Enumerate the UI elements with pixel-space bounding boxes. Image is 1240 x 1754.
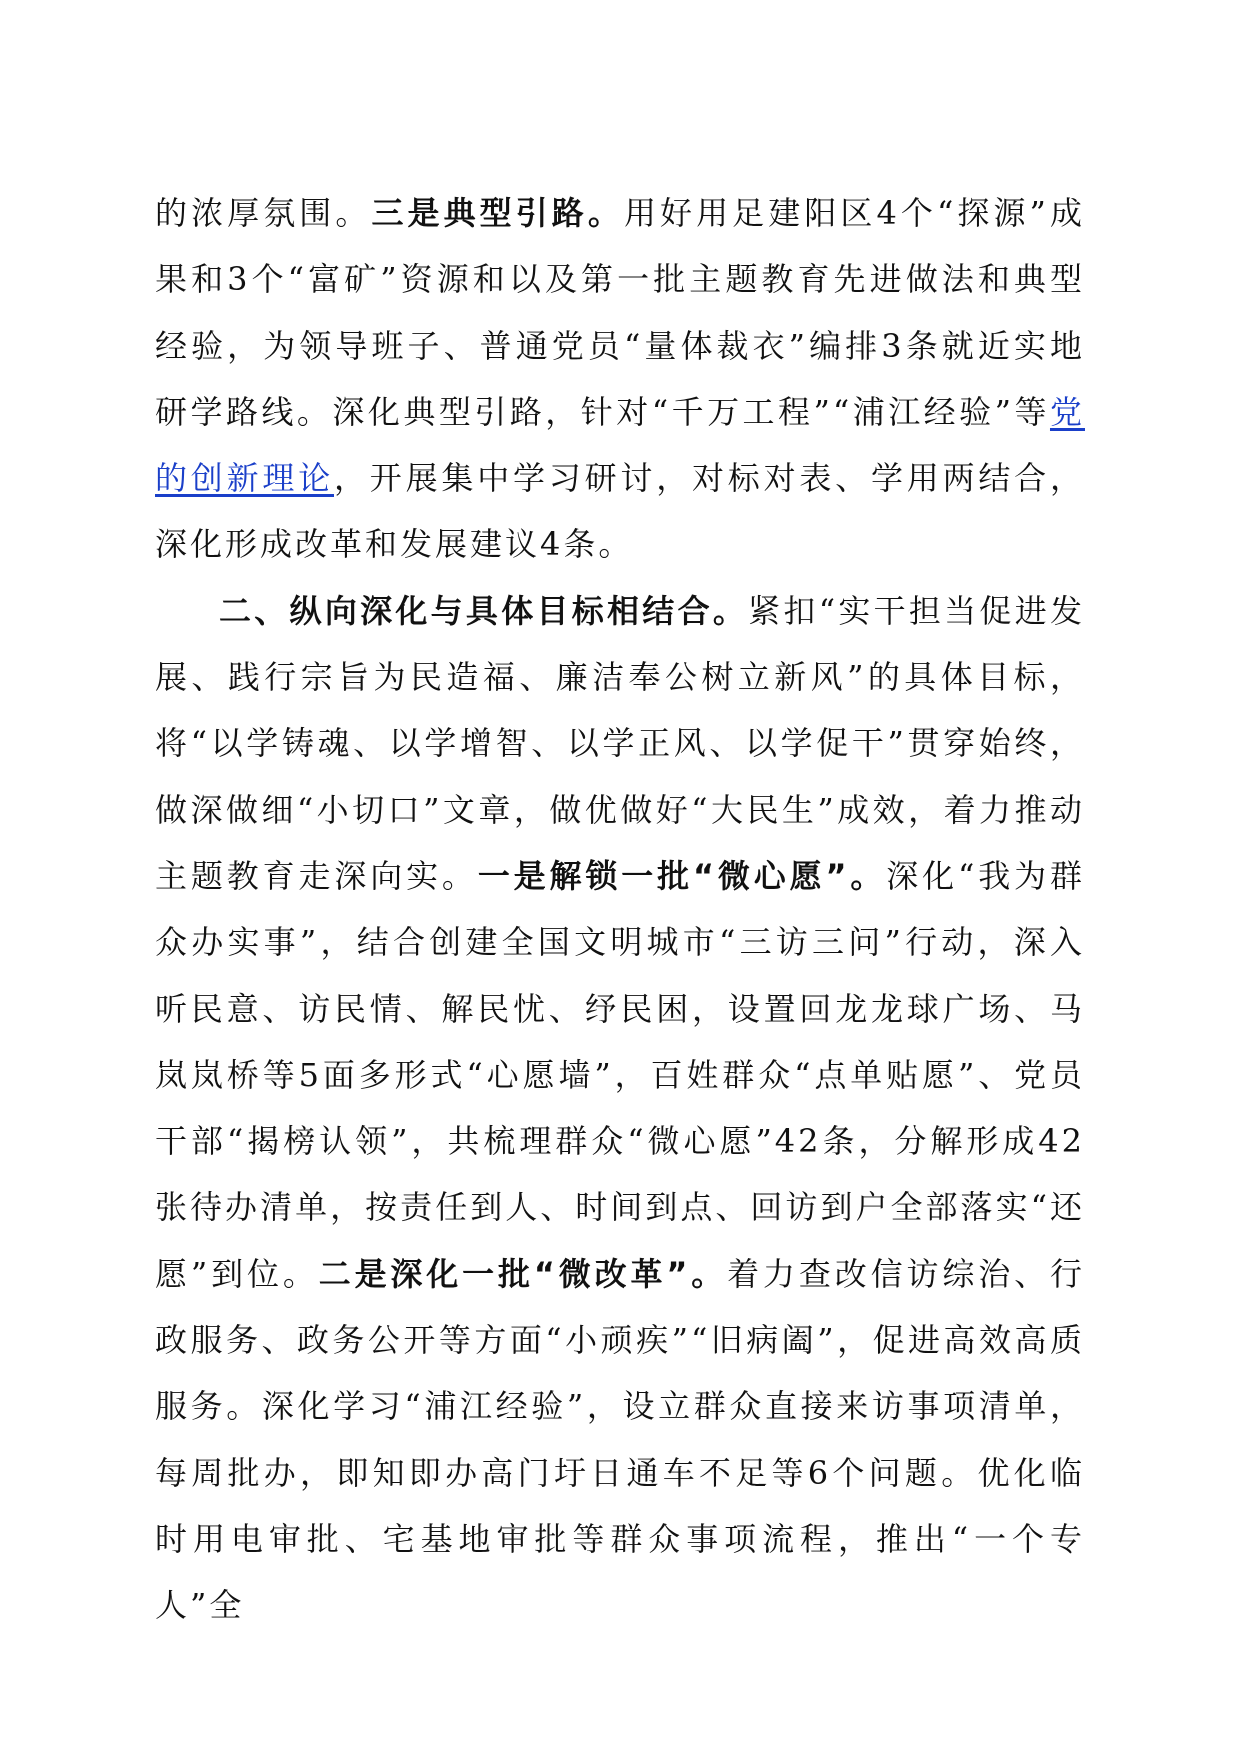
text-segment: 深化“我为群众办实事”，结合创建全国文明城市“三访三问”行动，深入听民意、访民情、解民忧、纾民困，设置回龙龙球广场、马岚岚桥等5面多形式“心愿墙”，百姓群众“点单贴愿”、党员干部“揭榜认领”，共梳理群众“微心愿”42条，分解形成42张待办清单，按责任到人、时间到点、回访到户全部落实“还愿”到位。	[155, 856, 1085, 1293]
paragraph-1	[155, 180, 1085, 578]
bold-heading-micro-wishes: 一是解锁一批“微心愿”。	[477, 856, 887, 895]
text-segment: 的浓厚氛围。	[155, 194, 372, 232]
text-segment: 着力查改信访综治、行政服务、政务公开等方面“小顽疾”“旧病阖”，促进高效高质服务。深化学习“浦江经验”，设立群众直接来访事项清单，每周批办，即知即办高门圩日通车不足等6个问题。优化临时用电审批、宅基地审批等群众事项流程，推出“一个专人”全	[155, 1254, 1085, 1625]
text-segment: ，开展集中学习研讨，对标对表、学用两结合，深化形成改革和发展建议4条。	[155, 459, 1085, 564]
text-segment: 用好用足建阳区4个“探源”成果和3个“富矿”资源和以及第一批主题教育先进做法和典型经验，为领导班子、普通党员“量体裁衣”编排3条就近实地研学路线。深化典型引路，针对“千万工程”“浦江经验”等	[155, 194, 1085, 431]
paragraph-2	[155, 578, 1085, 1639]
section-heading-2: 二、纵向深化与具体目标相结合。	[219, 591, 749, 630]
bold-heading-typical-guidance: 三是典型引路。	[371, 194, 624, 232]
bold-heading-micro-reform: 二是深化一批“微改革”。	[318, 1254, 728, 1293]
document-body	[155, 180, 1085, 1639]
text-segment: 紧扣“实干担当促进发展、践行宗旨为民造福、廉洁奉公树立新风”的具体目标，将“以学铸魂、以学增智、以学正风、以学促干”贯穿始终，做深做细“小切口”文章，做优做好“大民生”成效，着力推动主题教育走深向实。	[155, 591, 1085, 895]
innovation-theory-link[interactable]: 党的创新理论	[155, 392, 1085, 498]
